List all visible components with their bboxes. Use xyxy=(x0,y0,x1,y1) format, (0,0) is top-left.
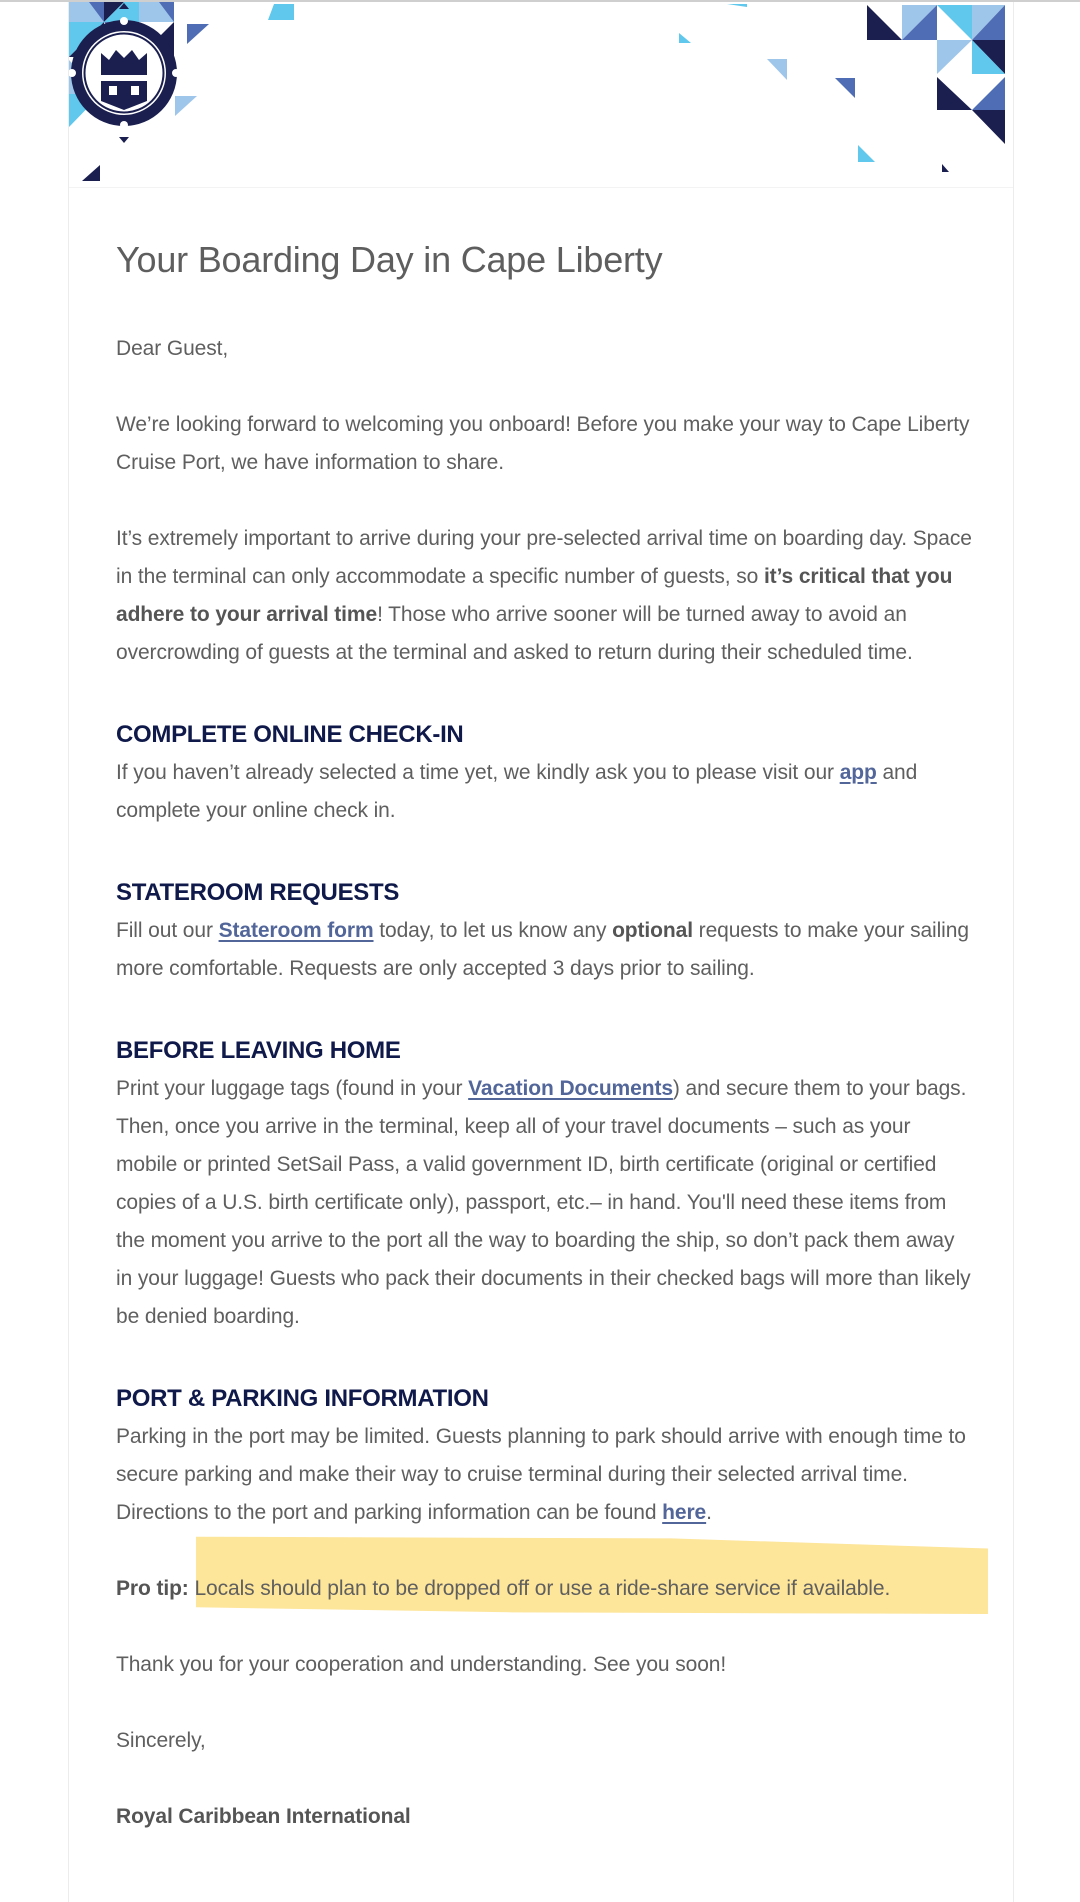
section-heading: COMPLETE ONLINE CHECK-IN xyxy=(116,721,464,748)
pro-tip-block xyxy=(116,1570,976,1608)
text: ) and secure them to your bags. Then, once you arrive in the terminal, keep all of your travel documents – such as your mobile or printed SetSail Pass, a valid government ID, birth certificate (original or certified copies of a U.S. birth certificate only), passport, etc.– in hand. You'll need these items from the moment you arrive to the port all the way to boarding the ship, so don’t pack them away in your luggage! Guests who pack their documents in their checked bags will more than likely be denied boarding. xyxy=(116,1077,971,1328)
section-stateroom-requests xyxy=(116,874,976,988)
text: . xyxy=(706,1501,712,1524)
pro-tip-label: Pro tip: xyxy=(116,1577,189,1600)
header-divider xyxy=(69,187,1013,188)
arrival-text-end: ! Those who arrive sooner will be turned away to avoid an overcrowding of guests at the terminal and asked to return during their scheduled time. xyxy=(116,603,913,664)
geometric-triangle-pattern xyxy=(69,2,1013,187)
crown-anchor-compass-logo xyxy=(69,2,179,144)
app-link[interactable]: app xyxy=(839,761,877,784)
stateroom-form-link[interactable]: Stateroom form xyxy=(218,919,374,942)
signature-name: Royal Caribbean International xyxy=(116,1805,411,1828)
text: requests to make your sailing more comfortable. Requests are only accepted 3 days prior to sailing. xyxy=(116,919,969,980)
text: and complete your online check in. xyxy=(116,761,918,822)
section-heading: BEFORE LEAVING HOME xyxy=(116,1037,401,1064)
thanks-line: Thank you for your cooperation and understanding. See you soon! xyxy=(116,1653,727,1676)
text: Fill out our xyxy=(116,919,219,942)
text: Print your luggage tags (found in your xyxy=(116,1077,469,1100)
text: Parking in the port may be limited. Guests planning to park should arrive with enough time to secure parking and make their way to cruise terminal during their selected arrival time. Directions to the port and parking information can be found xyxy=(116,1425,966,1524)
section-text xyxy=(116,1070,976,1336)
email-header-banner xyxy=(69,2,1013,187)
section-heading: STATEROOM REQUESTS xyxy=(116,879,400,906)
greeting: Dear Guest, xyxy=(116,337,229,360)
section-heading: PORT & PARKING INFORMATION xyxy=(116,1385,489,1412)
optional-emphasis: optional xyxy=(612,919,693,942)
signoff: Sincerely, xyxy=(116,1729,206,1752)
signature xyxy=(116,1798,976,1836)
intro-paragraph: We’re looking forward to welcoming you onboard! Before you make your way to Cape Liberty Cruise Port, we have information to share. xyxy=(116,413,970,474)
text: If you haven’t already selected a time yet, we kindly ask you to please visit our xyxy=(116,761,840,784)
arrival-paragraph xyxy=(116,520,976,672)
section-online-check-in xyxy=(116,716,976,830)
section-text xyxy=(116,754,976,830)
email-title: Your Boarding Day in Cape Liberty xyxy=(116,239,663,280)
email-card xyxy=(68,2,1014,1902)
arrival-text: It’s extremely important to arrive during your pre-selected arrival time on boarding day. Space in the terminal can only accommodate a specific number of guests, so xyxy=(116,527,972,588)
right-triangle-cluster xyxy=(679,4,1005,172)
section-before-leaving-home xyxy=(116,1032,976,1336)
pro-tip-text: Locals should plan to be dropped off or use a ride-share service if available. xyxy=(188,1577,891,1600)
vacation-documents-link[interactable]: Vacation Documents xyxy=(468,1077,673,1100)
section-port-parking xyxy=(116,1380,976,1532)
section-text xyxy=(116,1418,976,1532)
section-text xyxy=(116,912,976,988)
pro-tip xyxy=(116,1570,976,1608)
directions-here-link[interactable]: here xyxy=(662,1501,707,1524)
text: today, to let us know any xyxy=(373,919,613,942)
email-body xyxy=(116,232,976,1836)
arrival-emphasis: it’s critical that you adhere to your arrival time xyxy=(116,565,953,626)
